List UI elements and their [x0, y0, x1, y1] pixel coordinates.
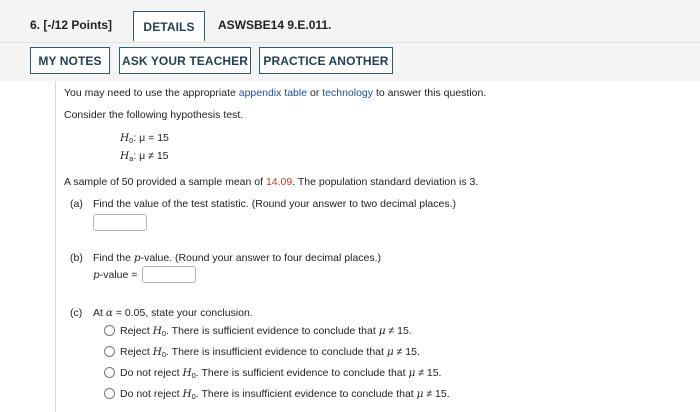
option-4-mid: . There is insufficient evidence to conclude that: [195, 388, 417, 400]
sample-mean-value: 14.09: [265, 176, 293, 188]
ask-teacher-button[interactable]: ASK YOUR TEACHER: [119, 47, 251, 74]
conclusion-option-1-radio[interactable]: [104, 325, 115, 336]
option-3-mid: . There is sufficient evidence to conclude that: [195, 367, 409, 379]
part-b-question: [93, 252, 381, 264]
p-value-label: [93, 269, 137, 281]
part-b-suffix: -value. (Round your answer to four decimal places.): [140, 252, 382, 264]
null-hypothesis: [120, 132, 169, 145]
part-a-question: Find the value of the test statistic. (Round your answer to two decimal places.): [93, 198, 457, 210]
details-button[interactable]: DETAILS: [133, 11, 205, 41]
intro-prefix: You may need to use the appropriate: [64, 87, 239, 99]
h0-symbol: H: [120, 132, 130, 144]
conclusion-option-4-radio[interactable]: [104, 388, 115, 399]
option-3-mu: μ: [408, 367, 416, 379]
part-b-p-var: p: [133, 252, 141, 264]
part-c-label: (c): [70, 307, 83, 319]
appendix-table-link[interactable]: appendix table: [238, 87, 308, 99]
intro-suffix: to answer this question.: [373, 87, 487, 99]
conclusion-option-3-text[interactable]: [120, 367, 441, 380]
my-notes-button[interactable]: MY NOTES: [30, 47, 110, 74]
p-value-equals: -value =: [99, 269, 138, 281]
option-1-mu: μ: [378, 325, 386, 337]
ha-relation: : μ ≠ 15: [133, 150, 169, 162]
test-statistic-input[interactable]: [93, 214, 147, 231]
technology-link[interactable]: technology: [322, 87, 374, 99]
part-c-suffix: = 0.05, state your conclusion.: [112, 307, 253, 319]
option-2-lead: Reject: [120, 346, 153, 358]
conclusion-option-2-radio[interactable]: [104, 346, 115, 357]
consider-text: Consider the following hypothesis test.: [64, 109, 244, 121]
option-1-tail: ≠ 15.: [385, 325, 412, 337]
practice-another-button[interactable]: PRACTICE ANOTHER: [259, 47, 393, 74]
option-2-mu: μ: [386, 346, 394, 358]
option-1-sub: 0: [161, 329, 167, 338]
option-4-h: H: [182, 388, 192, 400]
part-b-prefix: Find the: [93, 252, 134, 264]
p-value-input[interactable]: [142, 266, 196, 283]
p-value-var: p: [93, 269, 100, 281]
sample-text: [64, 176, 478, 188]
option-4-mu: μ: [416, 388, 424, 400]
option-3-h: H: [182, 367, 192, 379]
part-c-prefix: At: [93, 307, 106, 319]
intro-text: [64, 87, 486, 99]
option-2-h: H: [152, 346, 162, 358]
option-4-lead: Do not reject: [120, 388, 183, 400]
part-a-label: (a): [70, 198, 83, 210]
sample-suffix: . The population standard deviation is 3.: [292, 176, 479, 188]
part-b-label: (b): [70, 252, 83, 264]
conclusion-option-2-text[interactable]: [120, 346, 420, 359]
conclusion-option-1-text[interactable]: [120, 325, 412, 338]
option-2-sub: 0: [161, 350, 167, 359]
alternative-hypothesis: [120, 150, 169, 163]
conclusion-option-4-text[interactable]: [120, 388, 450, 401]
sample-prefix: A sample of 50 provided a sample mean of: [64, 176, 266, 188]
h0-relation: : μ = 15: [133, 132, 169, 144]
content-divider: [55, 81, 56, 412]
h0-subscript: 0: [129, 136, 134, 145]
question-points-label: 6. [-/12 Points]: [30, 18, 113, 32]
option-1-h: H: [152, 325, 162, 337]
alpha-symbol: α: [105, 307, 113, 319]
option-2-tail: ≠ 15.: [393, 346, 420, 358]
option-4-tail: ≠ 15.: [423, 388, 450, 400]
intro-middle: or: [307, 87, 323, 99]
option-3-lead: Do not reject: [120, 367, 183, 379]
ha-symbol: H: [120, 150, 130, 162]
question-code: ASWSBE14 9.E.011.: [218, 18, 332, 32]
part-c-question: [93, 307, 253, 319]
option-4-sub: 0: [191, 392, 196, 401]
option-1-mid: . There is sufficient evidence to conclude that: [166, 325, 379, 337]
conclusion-option-3-radio[interactable]: [104, 367, 115, 378]
option-1-lead: Reject: [120, 325, 153, 337]
option-3-tail: ≠ 15.: [415, 367, 442, 379]
option-3-sub: 0: [191, 371, 196, 380]
option-2-mid: . There is insufficient evidence to conclude that: [166, 346, 387, 358]
ha-subscript: a: [129, 154, 134, 163]
